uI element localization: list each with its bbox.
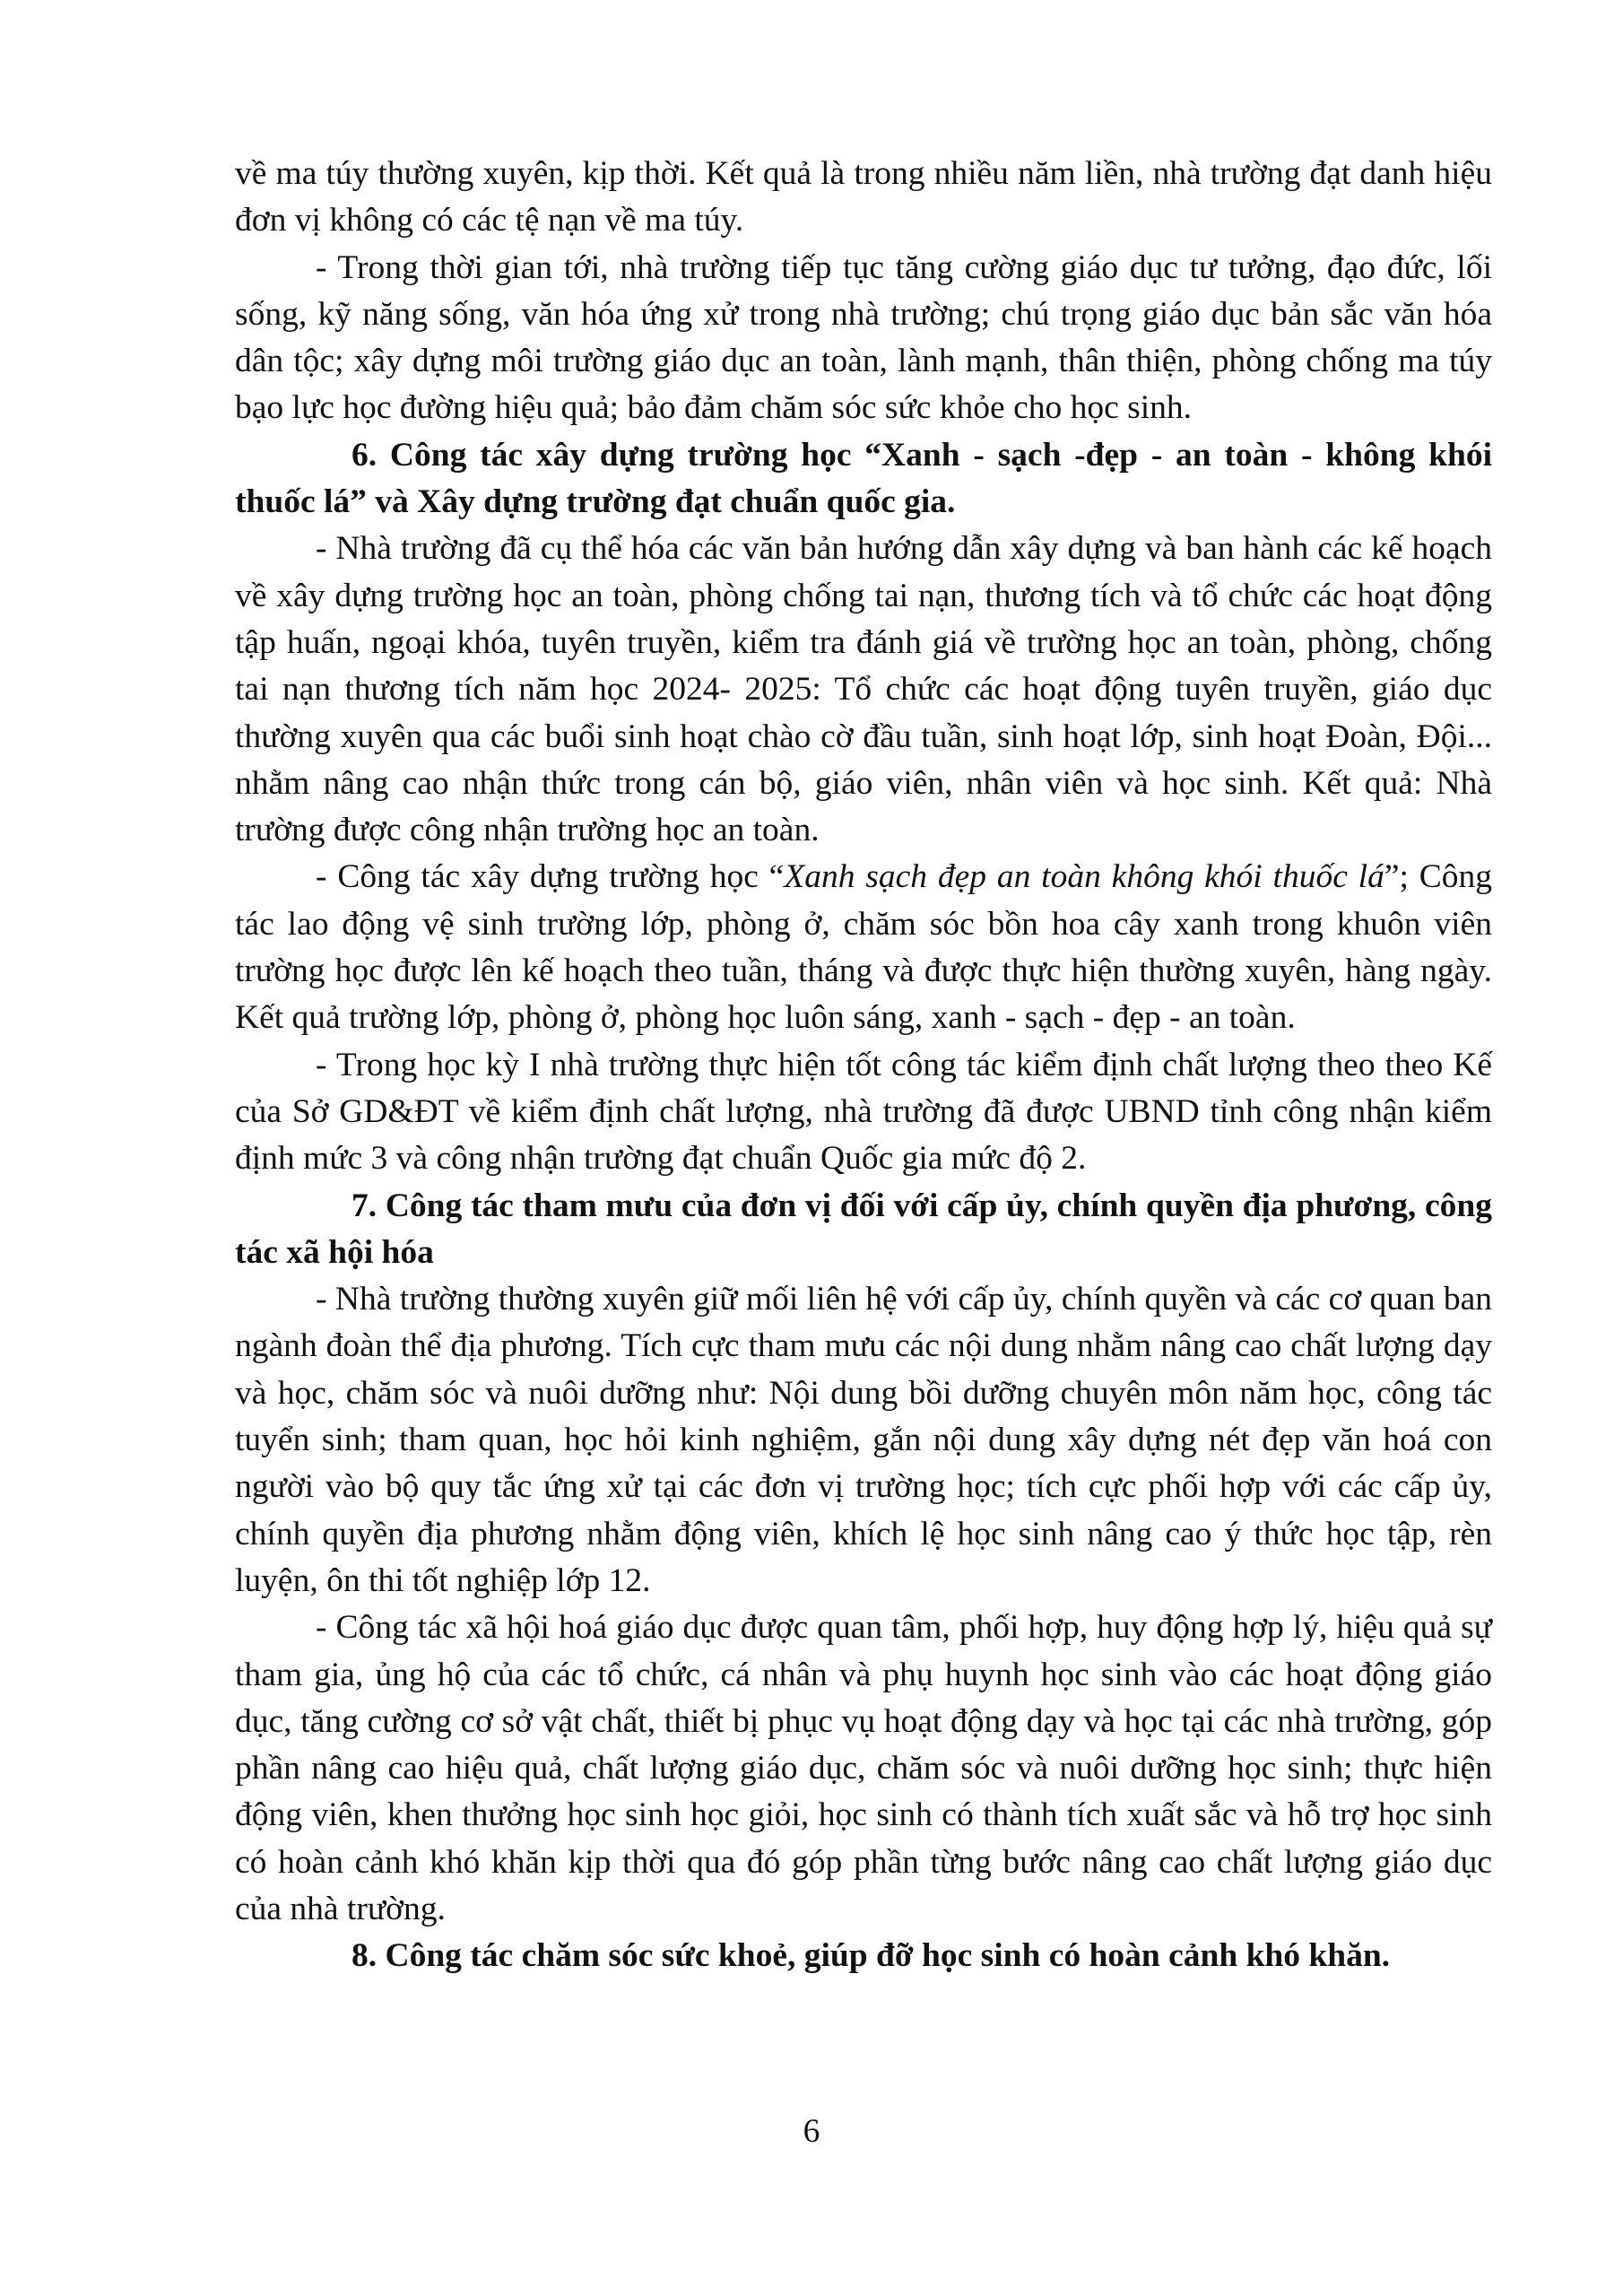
paragraph-quality-accreditation: - Trong học kỳ I nhà trường thực hiện tốt công tác kiểm định chất lượng theo theo Kế của Sở GD&ĐT về kiểm định chất lượng, nhà trường đã được UBND tỉnh công nhận kiểm định mức 3 và công nhận trường đạt chuẩn Quốc gia mức độ 2. — [235, 1046, 1492, 1178]
paragraph-drug-prevention-result: về ma túy thường xuyên, kịp thời. Kết quả là trong nhiều năm liền, nhà trường đạt danh hiệu đơn vị không có các tệ nạn về ma túy. — [235, 155, 1492, 239]
paragraph-advisory-role: - Nhà trường thường xuyên giữ mối liên hệ với cấp ủy, chính quyền và các cơ quan ban ngành đoàn thể địa phương. Tích cực tham mưu các nội dung nhằm nâng cao chất lượng dạy và học, chăm sóc và nuôi dưỡng như: Nội dung bồi dưỡng chuyên môn năm học, công tác tuyển sinh; tham quan, học hỏi kinh nghiệm, gắn nội dung xây dựng nét đẹp văn hoá con người vào bộ quy tắc ứng xử tại các đơn vị trường học; tích cực phối hợp với các cấp ủy, chính quyền địa phương nhằm động viên, khích lệ học sinh nâng cao ý thức học tập, rèn luyện, ôn thi tốt nghiệp lớp 12. — [235, 1281, 1492, 1599]
section-heading-6: 6. Công tác xây dựng trường học “Xanh - sạch -đẹp - an toàn - không khói thuốc lá” và Xây dựng trường đạt chuẩn quốc gia. — [235, 436, 1492, 521]
page-number: 6 — [803, 2113, 820, 2150]
section-heading-7: 7. Công tác tham mưu của đơn vị đối với cấp ủy, chính quyền địa phương, công tác xã hội hóa — [235, 1187, 1492, 1271]
paragraph-green-clean-school-lead: - Công tác xây dựng trường học “ — [316, 858, 785, 896]
paragraph-green-clean-school — [235, 854, 1492, 1041]
paragraph-green-clean-school-italic: Xanh sạch đẹp an toàn không khói thuốc lá — [784, 858, 1384, 896]
paragraph-future-plans: - Trong thời gian tới, nhà trường tiếp tục tăng cường giáo dục tư tưởng, đạo đức, lối sống, kỹ năng sống, văn hóa ứng xử trong nhà trường; chú trọng giáo dục bản sắc văn hóa dân tộc; xây dựng môi trường giáo dục an toàn, lành mạnh, thân thiện, phòng chống ma túy bạo lực học đường hiệu quả; bảo đảm chăm sóc sức khỏe cho học sinh. — [235, 248, 1492, 427]
paragraph-green-clean-school-rest: ”; Công tác lao động vệ sinh trường lớp, phòng ở, chăm sóc bồn hoa cây xanh trong khuôn viên trường học được lên kế hoạch theo tuần, tháng và được thực hiện thường xuyên, hàng ngày. Kết quả trường lớp, phòng ở, phòng học luôn sáng, xanh - sạch - đẹp - an toàn. — [235, 858, 1492, 1037]
paragraph-socialization: - Công tác xã hội hoá giáo dục được quan tâm, phối hợp, huy động hợp lý, hiệu quả sự tham gia, ủng hộ của các tổ chức, cá nhân và phụ huynh học sinh vào các hoạt động giáo dục, tăng cường cơ sở vật chất, thiết bị phục vụ hoạt động dạy và học tại các nhà trường, góp phần nâng cao hiệu quả, chất lượng giáo dục, chăm sóc và nuôi dưỡng học sinh; thực hiện động viên, khen thưởng học sinh học giỏi, học sinh có thành tích xuất sắc và hỗ trợ học sinh có hoàn cảnh khó khăn kịp thời qua đó góp phần từng bước nâng cao chất lượng giáo dục của nhà trường. — [235, 1609, 1492, 1927]
paragraph-safe-school: - Nhà trường đã cụ thể hóa các văn bản hướng dẫn xây dựng và ban hành các kế hoạch về xây dựng trường học an toàn, phòng chống tai nạn, thương tích và tổ chức các hoạt động tập huấn, ngoại khóa, tuyên truyền, kiểm tra đánh giá về trường học an toàn, phòng, chống tai nạn thương tích năm học 2024- 2025: Tổ chức các hoạt động tuyên truyền, giáo dục thường xuyên qua các buổi sinh hoạt chào cờ đầu tuần, sinh hoạt lớp, sinh hoạt Đoàn, Đội... nhằm nâng cao nhận thức trong cán bộ, giáo viên, nhân viên và học sinh. Kết quả: Nhà trường được công nhận trường học an toàn. — [235, 530, 1492, 849]
section-heading-8: 8. Công tác chăm sóc sức khoẻ, giúp đỡ học sinh có hoàn cảnh khó khăn. — [352, 1937, 1391, 1975]
document-body — [235, 151, 1492, 1980]
